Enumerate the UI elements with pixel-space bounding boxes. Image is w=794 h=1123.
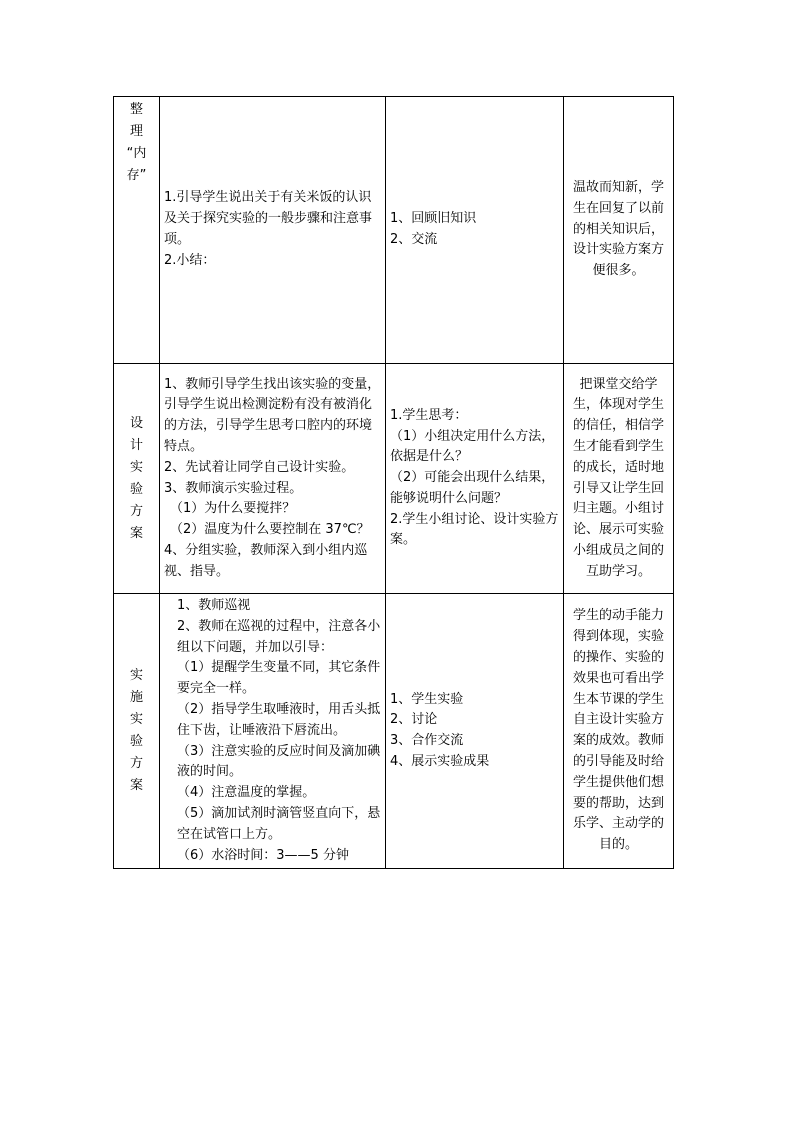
teacher-activity-text: （1）为什么要搅拌？ [170,501,296,517]
teacher-activity-text: （4）注意温度的掌握。 [177,785,316,801]
student-activity-cell [386,97,564,364]
teacher-activity-text: 1、教师巡视 [177,598,251,613]
design-intent-text: 学生的动手能力得到体现，实验的操作、实验的效果也可看出学生本节课的学生自主设计实验方案的成效。教师的引导能及时给学生提供他们想要的帮助，达到乐学、主动学的目的。 [572,608,664,853]
student-activity-text: 2、交流 [390,232,438,247]
teacher-activity-text: 1、教师引导学生找出该实验的变量，引导学生说出检测淀粉有没有被消化的方法，引导学生思考口腔内的环境特点。 [164,376,381,454]
teacher-activity-text: （2）指导学生取唾液时，用舌头抵住下齿，让唾液沿下唇流出。 [177,701,381,738]
stage-char: 方 [129,503,143,519]
stage-char: 实 [129,668,143,684]
design-intent-cell [564,594,674,869]
table-row [114,364,674,594]
stage-char: “内 [126,146,147,161]
student-activity-text: （2）可能会出现什么结果，能够说明什么问题？ [390,470,555,506]
student-activity-text: 1.学生思考： [390,407,468,423]
student-activity-text: （1）小组决定用什么方法，依据是什么？ [390,428,555,465]
student-activity-text: 2、讨论 [390,712,438,728]
student-activity-text: 1、学生实验 [390,691,464,707]
design-intent-cell [564,97,674,364]
stage-char: 案 [129,778,143,794]
teacher-activity-text: 2、教师在巡视的过程中，注意各小组以下问题，并加以引导： [177,618,381,655]
teacher-activity-text: （3）注意实验的反应时间及滴加碘液的时间。 [177,743,381,780]
student-activity-text: 3、合作交流 [390,733,464,749]
stage-char: 验 [129,734,143,750]
table-row [114,97,674,364]
lesson-plan-table [113,96,674,869]
student-activity-text: 2.学生小组讨论、设计实验方案。 [390,511,559,548]
teacher-activity-text: 1.引导学生说出关于有关米饭的认识及关于探究实验的一般步骤和注意事项。 [164,190,373,247]
design-intent-text: 把课堂交给学生，体现对学生的信任，相信学生才能看到学生的成长，适时地引导又让学生回归主题。小组讨论、展示可实验小组成员之间的互助学习。 [572,376,664,579]
teacher-activity-text: 4、分组实验，教师深入到小组内巡视、指导。 [164,542,368,579]
student-activity-cell [386,594,564,869]
teacher-activity-text: （1）提醒学生变量不同，其它条件要完全一样。 [177,660,381,697]
student-activity-text: 1、回顾旧知识 [390,211,477,227]
stage-char: 实 [129,459,143,475]
student-activity-cell [386,364,564,594]
teacher-activity-text: 3、教师演示实验过程。 [164,480,303,496]
teacher-activity-text: （6）水浴时间：3——5 分钟 [177,847,349,863]
teacher-activity-text: 2.小结： [164,252,216,268]
stage-char: 存” [126,168,147,183]
stage-char: 方 [129,756,143,772]
stage-char: 设 [129,415,143,431]
student-activity-text: 4、展示实验成果 [390,753,490,769]
stage-char: 理 [129,124,143,139]
teacher-activity-cell [160,97,386,364]
stage-char: 计 [129,437,143,453]
stage-cell [114,364,160,594]
table-row [114,594,674,869]
stage-char: 整 [129,102,143,117]
teacher-activity-cell [160,594,386,869]
stage-char: 验 [129,481,143,497]
stage-char: 施 [129,690,143,706]
teacher-activity-cell [160,364,386,594]
teacher-activity-text: （5）滴加试剂时滴管竖直向下，悬空在试管口上方。 [177,805,381,842]
stage-cell [114,594,160,869]
stage-char: 案 [129,525,143,541]
stage-cell [114,97,160,364]
design-intent-cell [564,364,674,594]
stage-char: 实 [129,712,143,728]
design-intent-text: 温故而知新，学生在回复了以前的相关知识后，设计实验方案方便很多。 [572,180,664,279]
teacher-activity-text: 2、先试着让同学自己设计实验。 [164,459,355,475]
teacher-activity-text: （2）温度为什么要控制在 37℃？ [170,522,370,538]
